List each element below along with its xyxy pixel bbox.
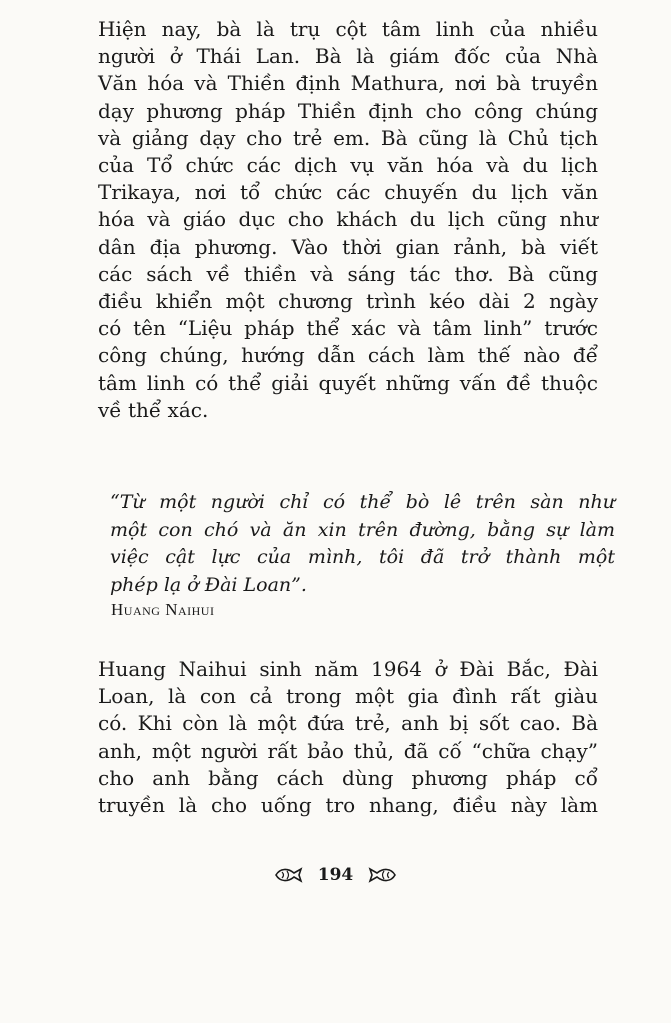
text-line: về thể xác. (98, 397, 209, 422)
quote-line: phép lạ ở Đài Loan”. (110, 573, 307, 596)
text-line: Loan, là con cả trong một gia đình rất giàu (98, 684, 598, 709)
text-line: Huang Naihui sinh năm 1964 ở Đài Bắc, Đài (98, 657, 598, 681)
body-paragraph-2 (98, 656, 598, 819)
text-line: tâm linh có thể giải quyết những vấn đề thuộc (98, 370, 598, 395)
quote-line: một con chó và ăn xin trên đường, bằng sự làm (110, 518, 615, 541)
quote-attribution: Huang Naihui (111, 600, 215, 619)
text-line: có. Khi còn là một đứa trẻ, anh bị sốt cao. Bà (98, 711, 598, 736)
page-number: 194 (317, 864, 354, 885)
text-line: có tên “Liệu pháp thể xác và tâm linh” trước (98, 316, 598, 341)
text-line: Trikaya, nơi tổ chức các chuyến du lịch văn (98, 180, 598, 205)
text-line: cho anh bằng cách dùng phương pháp cổ (98, 765, 598, 790)
text-line: anh, một người rất bảo thủ, đã cố “chữa chạy” (98, 738, 598, 763)
text-line: Hiện nay, bà là trụ cột tâm linh của nhiều (98, 17, 598, 41)
page-footer (0, 864, 671, 885)
text-line: công chúng, hướng dẫn cách làm thế nào để (98, 343, 598, 368)
text-line: điều khiển một chương trình kéo dài 2 ngày (98, 289, 598, 314)
text-line: người ở Thái Lan. Bà là giám đốc của Nhà (98, 44, 598, 69)
fish-ornament-left-icon (274, 866, 304, 884)
text-line: và giảng dạy cho trẻ em. Bà cũng là Chủ tịch (98, 125, 598, 150)
text-line: dạy phương pháp Thiền định cho công chúng (98, 98, 598, 123)
text-line: hóa và giáo dục cho khách du lịch cũng như (98, 207, 598, 232)
quote-line: việc cật lực của mình, tôi đã trở thành một (110, 546, 615, 568)
epigraph-quote (110, 489, 615, 599)
text-line: Văn hóa và Thiền định Mathura, nơi bà truyền (98, 71, 598, 96)
text-line: các sách về thiền và sáng tác thơ. Bà cũng (98, 261, 598, 286)
text-line: của Tổ chức các dịch vụ văn hóa và du lịch (98, 153, 598, 178)
text-line: truyền là cho uống tro nhang, điều này làm (98, 793, 598, 818)
text-line: dân địa phương. Vào thời gian rảnh, bà viết (98, 234, 598, 259)
body-paragraph-1 (98, 16, 598, 424)
quote-line: “Từ một người chỉ có thể bò lê trên sàn như (110, 491, 615, 513)
fish-ornament-right-icon (367, 866, 397, 884)
